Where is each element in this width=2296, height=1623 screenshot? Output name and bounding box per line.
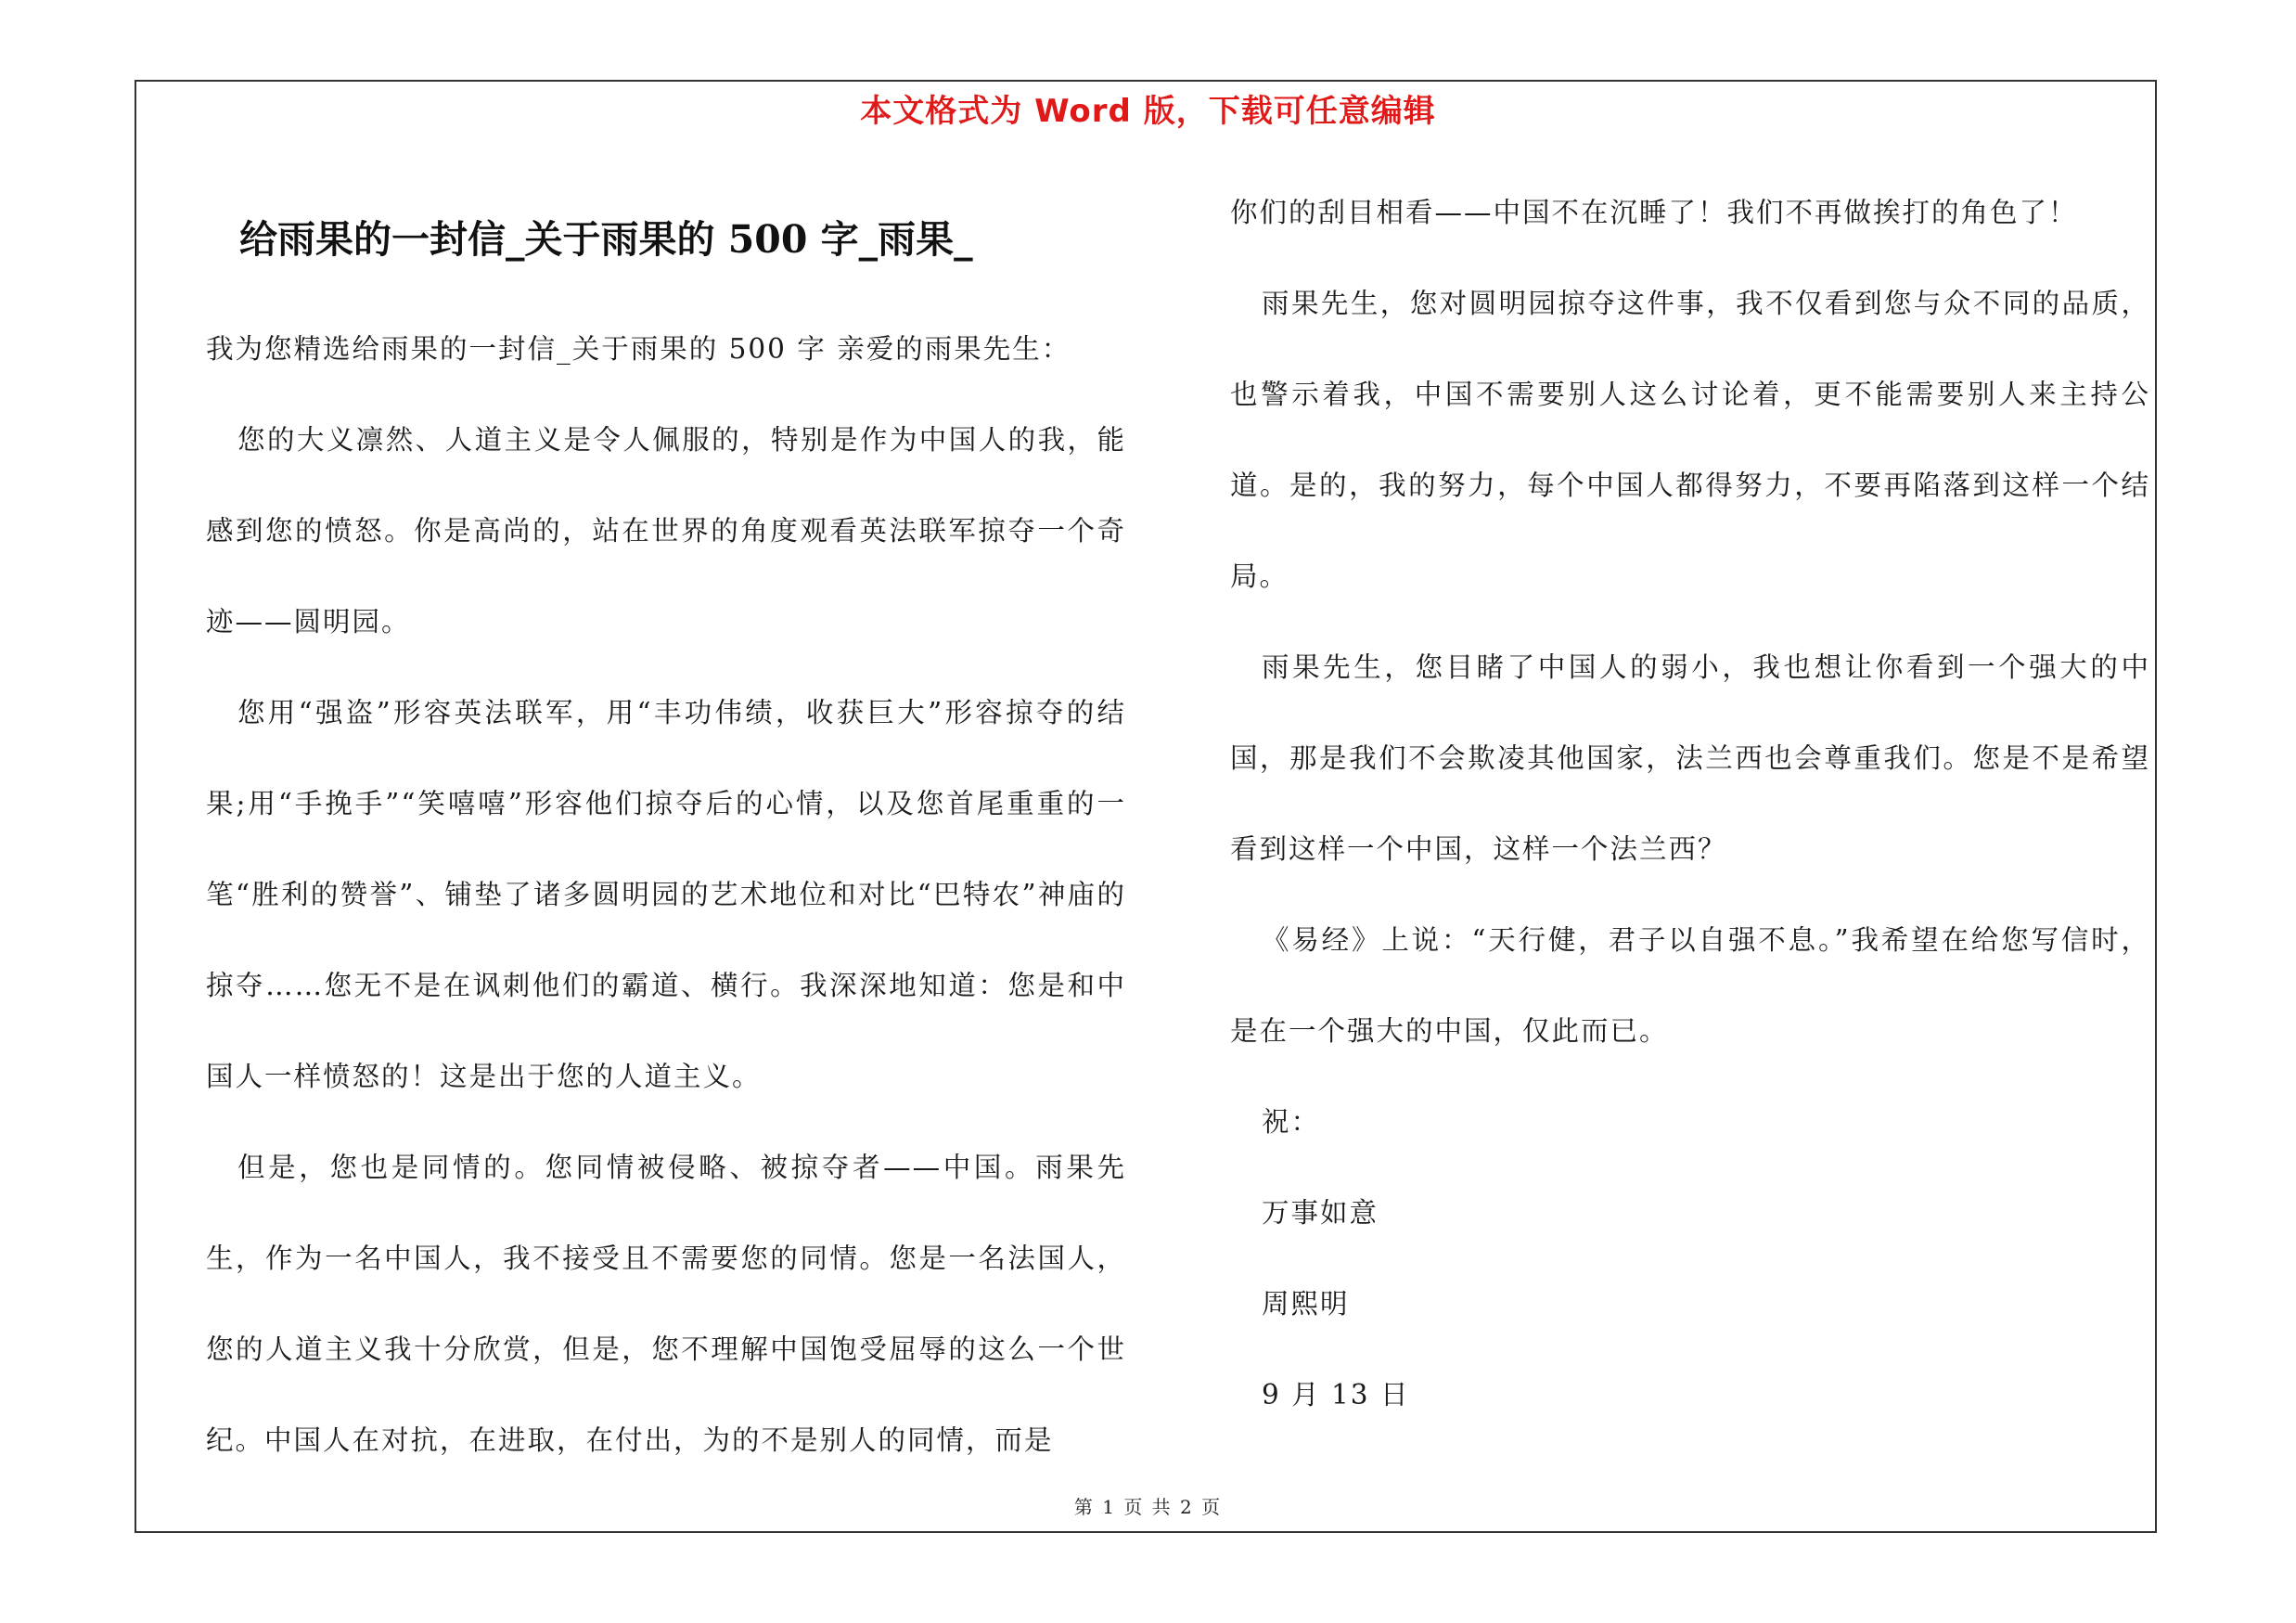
closing-blessing: 万事如意	[1262, 1197, 1379, 1229]
paragraph: 雨果先生，您目睹了中国人的弱小，我也想让你看到一个强大的中国，那是我们不会欺凌其他国家，法兰西也会尊重我们。您是不是希望看到这样一个中国，这样一个法兰西？	[1230, 651, 2150, 865]
paragraph: 您用“强盗”形容英法联军，用“丰功伟绩，收获巨大”形容掠夺的结果;用“手挽手”“笑嘻嘻”形容他们掠夺后的心情，以及您首尾重重的一笔“胜利的赞誉”、铺垫了诸多圆明园的艺术地位和对比“巴特农”神庙的掠夺……您无不是在讽刺他们的霸道、横行。我深深地知道：您是和中国人一样愤怒的！这是出于您的人道主义。	[206, 697, 1126, 1092]
letter-date: 9 月 13 日	[1262, 1379, 1410, 1410]
signature: 周熙明	[1262, 1288, 1350, 1320]
document-title: 给雨果的一封信_关于雨果的 500 字_雨果_	[239, 217, 973, 262]
format-notice-banner: 本文格式为 Word 版，下载可任意编辑	[860, 93, 1436, 130]
closing-wish: 祝：	[1262, 1106, 1321, 1138]
intro-line: 我为您精选给雨果的一封信_关于雨果的 500 字 亲爱的雨果先生：	[206, 333, 1071, 365]
paragraph-continuation: 你们的刮目相看——中国不在沉睡了！我们不再做挨打的角色了！	[1230, 197, 2078, 228]
paragraph: 您的大义凛然、人道主义是令人佩服的，特别是作为中国人的我，能感到您的愤怒。你是高尚的，站在世界的角度观看英法联军掠夺一个奇迹——圆明园。	[206, 424, 1126, 638]
right-column	[1230, 167, 2150, 1440]
paragraph: 但是，您也是同情的。您同情被侵略、被掠夺者——中国。雨果先生，作为一名中国人，我不接受且不需要您的同情。您是一名法国人，您的人道主义我十分欣赏，但是，您不理解中国饱受屈辱的这么一个世纪。中国人在对抗，在进取，在付出，为的不是别人的同情，而是	[206, 1152, 1126, 1456]
page-number-footer: 第 1 页 共 2 页	[1073, 1496, 1223, 1518]
left-column	[206, 303, 1126, 1486]
paragraph: 雨果先生，您对圆明园掠夺这件事，我不仅看到您与众不同的品质，也警示着我，中国不需要别人这么讨论着，更不能需要别人来主持公道。是的，我的努力，每个中国人都得努力，不要再陷落到这样一个结局。	[1230, 288, 2150, 592]
paragraph: 《易经》上说：“天行健，君子以自强不息。”我希望在给您写信时，是在一个强大的中国，仅此而已。	[1230, 924, 2150, 1047]
